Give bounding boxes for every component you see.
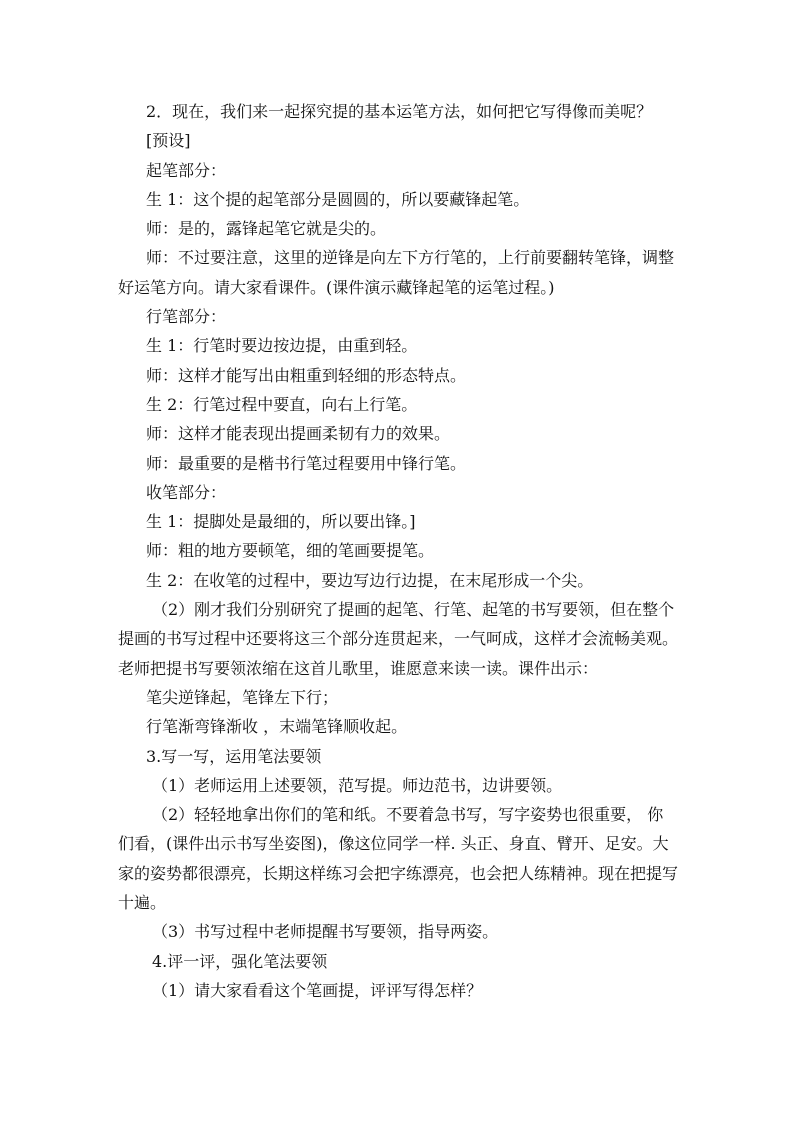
paragraph-step-3: 3.写一写，运用笔法要领 bbox=[146, 746, 322, 766]
paragraph-teacher-center: 师：最重要的是楷书行笔过程要用中锋行笔。 bbox=[146, 453, 467, 473]
paragraph-teacher-shape: 师：这样才能写出由粗重到轻细的形态特点。 bbox=[146, 365, 467, 385]
paragraph-stroke-section: 行笔部分： bbox=[146, 307, 227, 327]
paragraph-rhyme-line2: 行笔渐弯锋渐收 ，末端笔锋顺收起。 bbox=[146, 717, 408, 737]
paragraph-teacher-press: 师：粗的地方要顿笔，细的笔画要提笔。 bbox=[146, 541, 435, 561]
paragraph-step-3-2: （2）轻轻地拿出你们的笔和纸。不要着急书写，写字姿势也很重要， 你们看，(课件出示书写坐姿图)，像这位同学一样. 头正、身直、臂开、足安。大家的姿势都很漂亮，长期这样练习会把字练漂亮，也会把人练精神。现在把提写十遍。 bbox=[118, 805, 679, 913]
paragraph-step-2: 2．现在，我们来一起探究提的基本运笔方法，如何把它写得像而美呢？ bbox=[146, 102, 653, 121]
paragraph-student1-stroke: 生 1：行笔时要边按边提，由重到轻。 bbox=[146, 336, 418, 356]
paragraph-start-section: 起笔部分： bbox=[146, 160, 227, 180]
paragraph-student1-end: 生 1：提脚处是最细的，所以要出锋。] bbox=[146, 512, 416, 532]
paragraph-rhyme-line1: 笔尖逆锋起，笔锋左下行； bbox=[146, 687, 339, 707]
paragraph-step-4: 4.评一评，强化笔法要领 bbox=[152, 951, 328, 971]
paragraph-preset: [预设] bbox=[146, 131, 191, 151]
paragraph-step-3-1: （1）老师运用上述要领，范写提。师边范书，边讲要领。 bbox=[152, 775, 563, 795]
paragraph-student2-end: 生 2：在收笔的过程中，要边写边行边提，在末尾形成一个尖。 bbox=[146, 570, 594, 590]
paragraph-step-3-3: （3）书写过程中老师提醒书写要领，指导两姿。 bbox=[152, 922, 499, 942]
paragraph-step-4-1: （1）请大家看看这个笔画提，评评写得怎样？ bbox=[152, 980, 483, 1000]
paragraph-teacher-exposed: 师：是的，露锋起笔它就是尖的。 bbox=[146, 219, 387, 239]
paragraph-teacher-effect: 师：这样才能表现出提画柔韧有力的效果。 bbox=[146, 424, 451, 444]
paragraph-student1-start: 生 1：这个提的起笔部分是圆圆的，所以要藏锋起笔。 bbox=[146, 189, 530, 209]
document-body bbox=[118, 97, 678, 1005]
paragraph-teacher-note: 师：不过要注意，这里的逆锋是向左下方行笔的，上行前要翻转笔锋，调整好运笔方向。请大家看课件。(课件演示藏锋起笔的运笔过程。) bbox=[118, 248, 675, 297]
paragraph-summary: （2）刚才我们分别研究了提画的起笔、行笔、起笔的书写要领，但在整个提画的书写过程中还要将这三个部分连贯起来，一气呵成，这样才会流畅美观。老师把提书写要领浓缩在这首儿歌里，谁愿意来读一读。课件出示： bbox=[118, 600, 679, 678]
paragraph-student2-stroke: 生 2：行笔过程中要直，向右上行笔。 bbox=[146, 394, 418, 414]
paragraph-end-section: 收笔部分： bbox=[146, 482, 227, 502]
